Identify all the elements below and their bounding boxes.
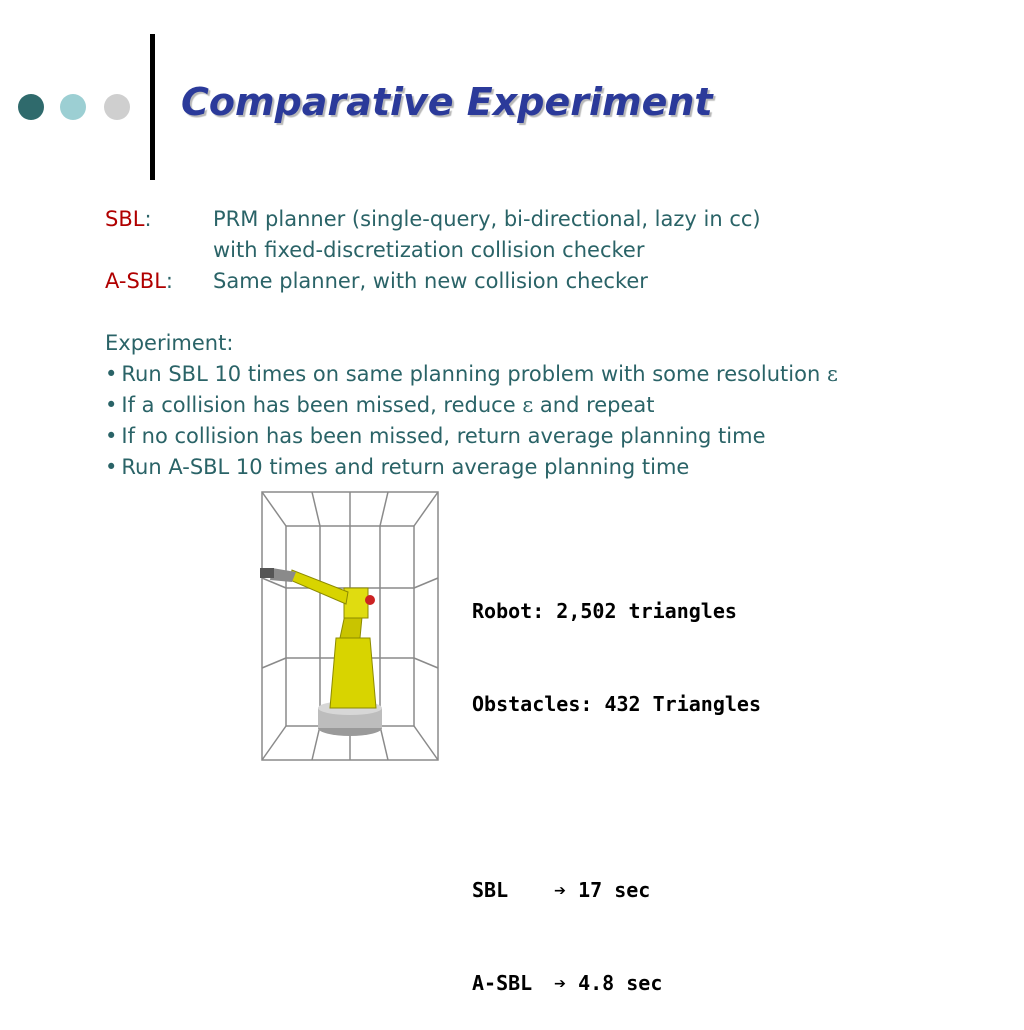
definition-key: SBL	[105, 207, 145, 231]
obstacle-triangles: Obstacles: 432 Triangles	[472, 692, 761, 716]
result-sbl: SBL ➔ 17 sec	[472, 878, 651, 902]
slide-title: Comparative Experiment	[181, 80, 713, 124]
experiment-bullet: • If a collision has been missed, reduce ε and repeat	[105, 393, 655, 417]
definition-sbl-continued	[105, 235, 838, 266]
experiment-heading: Experiment:	[105, 331, 234, 355]
epsilon-symbol: ε	[826, 362, 838, 386]
arrow-right-icon: ➔	[554, 971, 579, 995]
robot-arm-figure	[252, 488, 448, 764]
experiment-bullet: • Run SBL 10 times on same planning problem with some resolution ε	[105, 362, 838, 386]
definition-text: PRM planner (single-query, bi-directional, lazy in cc)	[213, 207, 761, 231]
decor-dot-dark	[18, 94, 44, 120]
result-asbl: A-SBL ➔ 4.8 sec	[472, 971, 663, 995]
definition-text: with fixed-discretization collision checker	[213, 238, 645, 262]
robot-triangles: Robot: 2,502 triangles	[472, 599, 737, 623]
definition-key: A-SBL	[105, 269, 166, 293]
definition-asbl: A-SBL: Same planner, with new collision checker	[105, 269, 648, 293]
title-divider	[150, 34, 155, 180]
slide-body	[105, 204, 838, 483]
decor-dot-mid	[60, 94, 86, 120]
epsilon-symbol: ε	[522, 393, 534, 417]
decor-dot-light	[104, 94, 130, 120]
experiment-bullet: • If no collision has been missed, return average planning time	[105, 424, 766, 448]
definition-text: Same planner, with new collision checker	[213, 269, 648, 293]
experiment-bullet: • Run A-SBL 10 times and return average planning time	[105, 455, 690, 479]
experiment-stats	[472, 534, 761, 1030]
definition-sbl: SBL: PRM planner (single-query, bi-directional, lazy in cc)	[105, 207, 761, 231]
arrow-right-icon: ➔	[554, 878, 579, 902]
